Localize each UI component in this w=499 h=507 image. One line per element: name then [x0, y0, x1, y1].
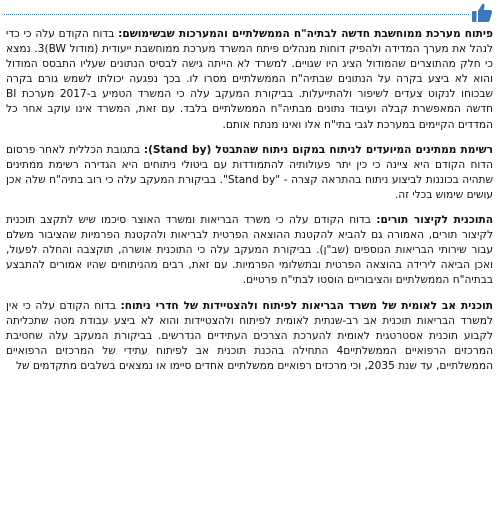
thumbs-up-icon [471, 2, 493, 24]
section-body: בדוח הקודם עלה כי אין למשרד הבריאות תוכנית אב רב-שנתית לאומית לפיתוח ולהצטיידות והוא לא ביצע עבודת מטה שתכליתה לקבוע תוכנית אסטרטגית לאומית להערכת הצרכים העתידיים הנדרשים. בביקורת המעקב עלה שחטיבת המרכזים הרפואיים הממשלתיים4 התחילה בהכנת תוכנית אב לפיתוח עתידי של המרכזים הרפואיים הממשלתיים, עד שנת 2035, וכי מרכזים רפואיים ממשלתיים אחדים סיימו או נמצאים בשלבים מתקדמים של [6, 299, 493, 372]
section-system [6, 27, 493, 133]
section-heading: התוכנית לקיצור תורים: [376, 214, 493, 227]
section-master-plan [6, 299, 493, 374]
section-queues [6, 213, 493, 288]
section-body: בדוח הקודם עלה כי כדי לנהל את מערך המדידה ולהפיק דוחות מנהלים פיתח המשרד מערכת ממוחשבת ייעודית (מודול BW)3. נמצא כי חלק מהתוצרים שהמודול הציג היו שגויים. למשרד לא הייתה גישה לבסיס הנתונים שעליו התבסס המודול והוא לא ביצע בקרה על הנתונים שבתיה"ח הממשלתיים מסרו לו. בכך נפגעה יכולתו לשמש גורם בקרה שבכוחו לנקוט צעדים לשיפור ולהתייעלות. בביקורת המעקב עלה כי המשרד הטמיע ב-2017 מערכת BI חדשה המאפשרת קבלה ועיבוד נתונים מבתיה"ח הממשלתיים בלבד. עם זאת, המשרד אינו עוקב אחר כל המדדים הקיימים במערכת לגבי בתי"ח אלו ואינו מנתח אותם. [6, 28, 493, 131]
section-standby [6, 143, 493, 203]
section-body: בדוח הקודם עלה כי משרד הבריאות ומשרד האוצר סיכמו שיש לתקצב תוכנית לקיצור תורים, האמורה גם להביא להקטנת ההוצאה הפרטית לבריאות ולהקטנת הפרמיות שהציבור משלם עבור שירותי הבריאות הנוספים (שב"ן). בביקורת המעקב עלה כי התוכנית אושרה, תוקצבה והחלה לפעול, ואכן הביאה לירידה בהוצאה הפרטית ובתשלומי הפרמיות. עם זאת, רבים מהניתוחים שהיו אמורים להתבצע בבתיה"ח הממשלתיים והציבוריים הוסטו לבתי"ח פרטיים. [6, 214, 493, 287]
section-heading: רשימת ממתינים המיועדים לניתוח במקום ניתוח שהתבטל (Stand by): [143, 143, 493, 156]
section-body: בתגובת הכללית לאחר פרסום הדוח הקודם היא ציינה כי כין יתר פעולותיה להתמודדות עם ביטולי ניתוחים היא הגדירה רשימת ממתינים שתהיה בכוננות לביצוע ניתוח בהתראה קצרה - "Stand by". בביקורת המעקב עלה כי רוב בתיה"ח שלה אכן עושים שימוש בכלי זה. [6, 143, 493, 201]
report-text [6, 27, 493, 384]
dotted-divider [4, 14, 469, 15]
section-heading: פיתוח מערכת ממוחשבת חדשה לבתיה"ח הממשלתיים והמערכות שבשימושם: [118, 28, 493, 40]
page-header-decoration [0, 0, 499, 30]
section-heading: תוכנית אב לאומית של משרד הבריאות לפיתוח ולהצטיידות של חדרי ניתוח: [120, 299, 493, 312]
